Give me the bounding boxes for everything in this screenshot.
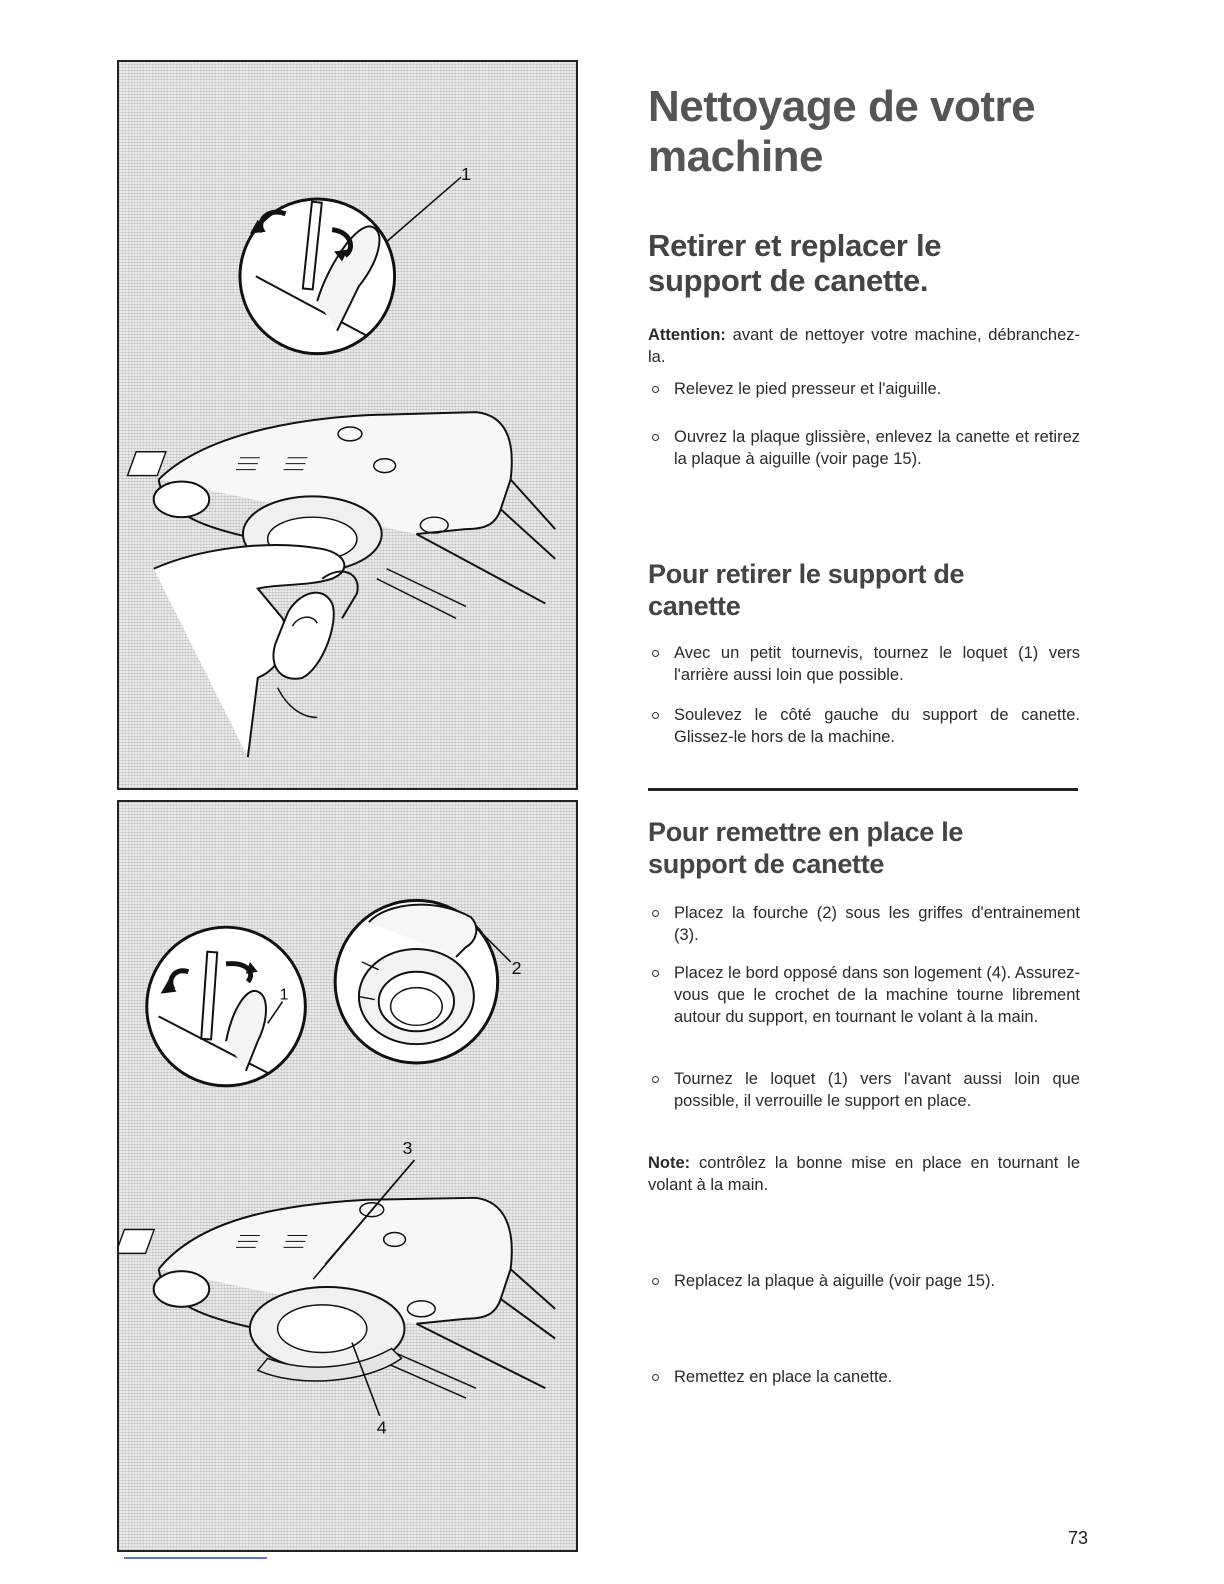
- hand-drawing: [154, 545, 358, 757]
- latch-detail-inset: [240, 199, 395, 354]
- callout-1-label: 1: [461, 164, 471, 185]
- list-item: Ouvrez la plaque glissière, enlevez la canette et retirez la plaque à aiguille (voir page 15).: [648, 426, 1080, 470]
- footer-line: [124, 1557, 267, 1559]
- note-label: Note:: [648, 1154, 691, 1172]
- replace-heading: Pour remettre en place le support de canette: [648, 817, 964, 879]
- section-remove: [648, 558, 1080, 748]
- machine-bed: [119, 1198, 555, 1398]
- section-heading: Retirer et replacer le support de canette.: [648, 228, 942, 298]
- replace-steps: [648, 902, 1080, 1112]
- remove-bobbin-case-drawing: [119, 62, 576, 788]
- page-title: Nettoyage de votre machine: [648, 82, 1036, 181]
- callout-1-label: 1: [279, 986, 289, 1004]
- fork-detail-inset: [335, 900, 498, 1063]
- list-item: Replacez la plaque à aiguille (voir page 15).: [648, 1270, 1080, 1292]
- attention-text: avant de nettoyer votre machine, débranchez-la.: [648, 326, 1080, 366]
- callout-4-label: 4: [376, 1417, 387, 1438]
- list-item: Relevez le pied presseur et l'aiguille.: [648, 378, 1080, 400]
- remove-steps: [648, 642, 1080, 748]
- section-intro: [648, 228, 1080, 470]
- list-item: Placez la fourche (2) sous les griffes d'entrainement (3).: [648, 902, 1080, 946]
- replace-bobbin-case-drawing: [119, 802, 576, 1550]
- callout-3-label: 3: [402, 1138, 413, 1159]
- latch-detail-inset: [147, 927, 306, 1086]
- page-number: 73: [1068, 1528, 1089, 1548]
- list-item: Tournez le loquet (1) vers l'avant aussi loin que possible, il verrouille le support en place.: [648, 1068, 1080, 1112]
- illustration-replace-bobbin-case: [117, 800, 578, 1552]
- list-item: Placez le bord opposé dans son logement (4). Assurez-vous que le crochet de la machine tourne librement autour du support, en tournant le volant à la main.: [648, 962, 1080, 1028]
- list-item: Remettez en place la canette.: [648, 1366, 1080, 1388]
- illustration-remove-bobbin-case: [117, 60, 578, 790]
- list-item: Soulevez le côté gauche du support de canette. Glissez-le hors de la machine.: [648, 704, 1080, 748]
- attention-paragraph: [648, 324, 1080, 368]
- section-replace: [648, 816, 1080, 1388]
- attention-label: Attention:: [648, 326, 726, 344]
- final-steps: [648, 1270, 1080, 1388]
- callout-leader-1: [387, 177, 461, 241]
- callout-2-label: 2: [511, 957, 522, 978]
- note-text: contrôlez la bonne mise en place en tournant le volant à la main.: [648, 1154, 1080, 1194]
- section-divider: [648, 788, 1078, 791]
- intro-steps: [648, 378, 1080, 470]
- note-paragraph: [648, 1152, 1080, 1196]
- remove-heading: Pour retirer le support de canette: [648, 559, 965, 621]
- list-item: Avec un petit tournevis, tournez le loquet (1) vers l'arrière aussi loin que possible.: [648, 642, 1080, 686]
